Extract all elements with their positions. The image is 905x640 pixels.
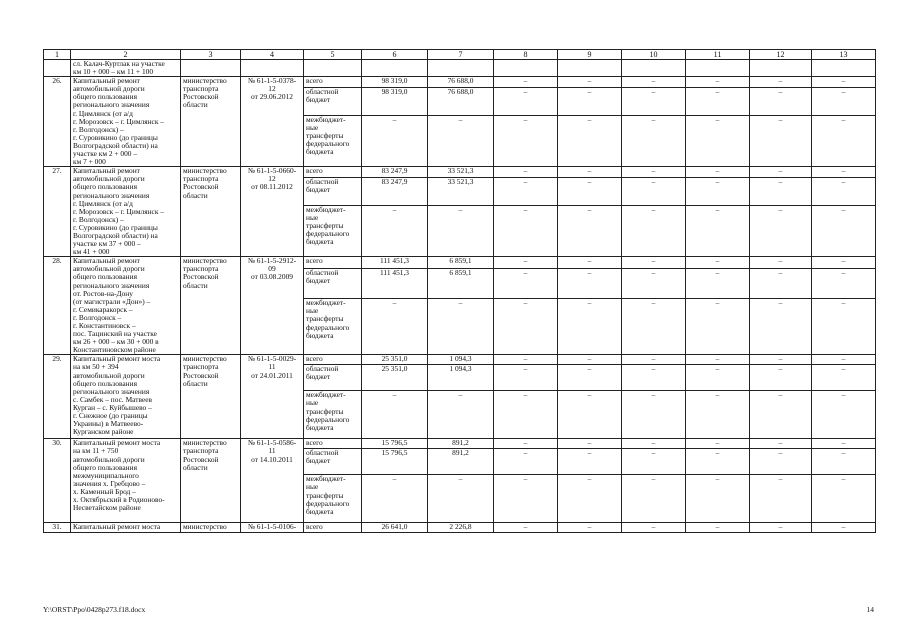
amount-c7: – [428, 299, 494, 355]
amount-c8: – [494, 365, 558, 391]
amount-c6: 15 796,5 [362, 449, 428, 475]
funding-source: всего [304, 257, 362, 269]
amount-c8: – [494, 449, 558, 475]
amount-c10: – [622, 299, 686, 355]
customer-name: министерство транспорта Ростовской области [181, 439, 241, 523]
amount-c6: 111 451,3 [362, 268, 428, 298]
amount-c13: – [812, 205, 876, 256]
customer-name: министерство транспорта Ростовской области [181, 77, 241, 167]
document-number: № 61-1-5-0378- 12 от 29.06.2012 [241, 77, 304, 167]
column-header-4: 4 [241, 50, 304, 60]
amount-c13: – [812, 475, 876, 523]
amount-c12: – [750, 257, 812, 269]
amount-c9: – [558, 87, 622, 115]
funding-source: межбюджет- ные трансферты федерального бюджета [304, 475, 362, 523]
document-number: № 61-1-5-0586- 11 от 14.10.2011 [241, 439, 304, 523]
amount-c13: – [812, 167, 876, 178]
amount-c8: – [494, 167, 558, 178]
amount-c6: – [362, 299, 428, 355]
amount-c13: – [812, 257, 876, 269]
customer-name: министерство транспорта Ростовской области [181, 355, 241, 439]
amount-c8: – [494, 115, 558, 166]
amount-c11: – [686, 205, 750, 256]
column-header-3: 3 [181, 50, 241, 60]
object-name: Капитальный ремонт автомобильной дороги общего пользования регионального значения от. Ростов-на-Дону (от магистрали «Дон») – г. Семикаракорск – г. Волгодонск – г. Константиновск – пос. Тацинский на участке км 26 + 000 – км 30 + 000 в Константиновском районе [71, 257, 181, 355]
amount-c13: – [812, 268, 876, 298]
amount-c9: – [558, 268, 622, 298]
amount-c9: – [558, 115, 622, 166]
customer-name: министерство [181, 523, 241, 533]
amount-c7: 76 688,0 [428, 87, 494, 115]
amount-c6: – [362, 475, 428, 523]
amount-c12: – [750, 355, 812, 365]
amount-c9: – [558, 257, 622, 269]
amount-c12: – [750, 299, 812, 355]
amount-c9: – [558, 475, 622, 523]
amount-c13: – [812, 87, 876, 115]
amount-c11: – [686, 87, 750, 115]
column-header-7: 7 [428, 50, 494, 60]
amount-c12: – [750, 77, 812, 88]
row-number: 29. [44, 355, 71, 439]
object-name: Капитальный ремонт моста на км 50 + 394 автомобильной дороги общего пользования регионального значения с. Самбек – пос. Матвеев Курган – с. Куйбышево – г. Снежное (до границы Украины) в Матвеево- Курганском районе [71, 355, 181, 439]
row-number: 28. [44, 257, 71, 355]
amount-c12: – [750, 475, 812, 523]
amount-c12: – [750, 177, 812, 205]
amount-c12: – [750, 167, 812, 178]
table-row [44, 439, 876, 449]
table-row [44, 355, 876, 365]
table-body [44, 50, 876, 533]
column-header-13: 13 [812, 50, 876, 60]
funding-source: областной бюджет [304, 177, 362, 205]
column-header-11: 11 [686, 50, 750, 60]
amount-c13: – [812, 523, 876, 533]
amount-c13: – [812, 177, 876, 205]
funding-source: межбюджет- ные трансферты федерального бюджета [304, 299, 362, 355]
row-number: 31. [44, 523, 71, 533]
funding-source: областной бюджет [304, 449, 362, 475]
amount-c11: – [686, 268, 750, 298]
amount-c7: – [428, 475, 494, 523]
funding-source: межбюджет- ные трансферты федерального бюджета [304, 391, 362, 439]
amount-c13: – [812, 77, 876, 88]
document-number: № 61-1-5-0660- 12 от 08.11.2012 [241, 167, 304, 257]
amount-c6: – [362, 115, 428, 166]
amount-c9: – [558, 205, 622, 256]
amount-c13: – [812, 439, 876, 449]
row-number: 30. [44, 439, 71, 523]
amount-c7: 891,2 [428, 449, 494, 475]
amount-c11: – [686, 439, 750, 449]
object-name: Капитальный ремонт автомобильной дороги общего пользования регионального значения г. Цимлянск (от а/д г. Морозовск – г. Цимлянск – г. Волгодонск) – г. Суровикино (до границы Волгоградской области) на участке км 2 + 000 – км 7 + 000 [71, 77, 181, 167]
object-name: Капитальный ремонт моста [71, 523, 181, 533]
amount-c13: – [812, 115, 876, 166]
amount-c7: 1 094,3 [428, 355, 494, 365]
funding-source: областной бюджет [304, 268, 362, 298]
customer-name: министерство транспорта Ростовской области [181, 167, 241, 257]
document-number: № 61-1-5-2912- 09 от 03.08.2009 [241, 257, 304, 355]
amount-c8: – [494, 177, 558, 205]
document-number: № 61-1-5-0106- [241, 523, 304, 533]
amount-c10: – [622, 355, 686, 365]
funding-source: всего [304, 523, 362, 533]
amount-c10: – [622, 391, 686, 439]
funding-source: всего [304, 355, 362, 365]
amount-c11: – [686, 257, 750, 269]
column-header-2: 2 [71, 50, 181, 60]
amount-c13: – [812, 449, 876, 475]
amount-c6: 83 247,9 [362, 177, 428, 205]
column-header-8: 8 [494, 50, 558, 60]
amount-c10: – [622, 523, 686, 533]
amount-c12: – [750, 449, 812, 475]
amount-c13: – [812, 365, 876, 391]
amount-c10: – [622, 77, 686, 88]
amount-c11: – [686, 167, 750, 178]
amount-c12: – [750, 87, 812, 115]
amount-c11: – [686, 77, 750, 88]
amount-c10: – [622, 475, 686, 523]
amount-c11: – [686, 475, 750, 523]
amount-c12: – [750, 439, 812, 449]
amount-c10: – [622, 205, 686, 256]
table-row [44, 257, 876, 269]
amount-c9: – [558, 365, 622, 391]
amount-c9: – [558, 449, 622, 475]
amount-c7: – [428, 391, 494, 439]
amount-c10: – [622, 177, 686, 205]
amount-c6: 111 451,3 [362, 257, 428, 269]
amount-c8: – [494, 268, 558, 298]
amount-c11: – [686, 355, 750, 365]
table-row [44, 167, 876, 178]
funding-source: всего [304, 77, 362, 88]
amount-c8: – [494, 257, 558, 269]
amount-c7: – [428, 205, 494, 256]
amount-c13: – [812, 355, 876, 365]
amount-c8: – [494, 299, 558, 355]
amount-c7: 33 521,3 [428, 177, 494, 205]
amount-c12: – [750, 205, 812, 256]
object-name: Капитальный ремонт автомобильной дороги общего пользования регионального значения г. Цимлянск (от а/д г. Морозовск – г. Цимлянск – г. Волгодонск) – г. Суровикино (до границы Волгоградской области) на участке км 37 + 000 – км 41 + 000 [71, 167, 181, 257]
amount-c11: – [686, 365, 750, 391]
amount-c9: – [558, 299, 622, 355]
amount-c6: 25 351,0 [362, 365, 428, 391]
amount-c7: 891,2 [428, 439, 494, 449]
amount-c6: 98 319,0 [362, 77, 428, 88]
amount-c11: – [686, 391, 750, 439]
amount-c7: 2 226,8 [428, 523, 494, 533]
continuation-row [44, 60, 876, 77]
amount-c6: – [362, 205, 428, 256]
table-row [44, 77, 876, 88]
column-header-12: 12 [750, 50, 812, 60]
amount-c9: – [558, 355, 622, 365]
footer-file-path: Y:\ORST\Ppo\0428p273.f18.docx [43, 605, 146, 614]
funding-source: межбюджет- ные трансферты федерального бюджета [304, 115, 362, 166]
amount-c12: – [750, 523, 812, 533]
amount-c7: 33 521,3 [428, 167, 494, 178]
amount-c7: 6 859,1 [428, 268, 494, 298]
amount-c11: – [686, 177, 750, 205]
financing-table [43, 49, 876, 533]
amount-c8: – [494, 77, 558, 88]
amount-c6: 98 319,0 [362, 87, 428, 115]
column-header-6: 6 [362, 50, 428, 60]
amount-c8: – [494, 87, 558, 115]
amount-c10: – [622, 449, 686, 475]
customer-name: министерство транспорта Ростовской области [181, 257, 241, 355]
amount-c10: – [622, 439, 686, 449]
amount-c10: – [622, 167, 686, 178]
amount-c7: 76 688,0 [428, 77, 494, 88]
amount-c9: – [558, 391, 622, 439]
amount-c10: – [622, 365, 686, 391]
object-name: Капитальный ремонт моста на км 11 + 750 автомобильной дороги общего пользования межмуниципального значения х. Гребцово – х. Каменный Брод – х. Октябрьский в Родионово- Несветайском районе [71, 439, 181, 523]
amount-c7: 1 094,3 [428, 365, 494, 391]
row-number: 27. [44, 167, 71, 257]
funding-source: межбюджет- ные трансферты федерального бюджета [304, 205, 362, 256]
funding-source: областной бюджет [304, 365, 362, 391]
amount-c8: – [494, 475, 558, 523]
amount-c9: – [558, 167, 622, 178]
amount-c9: – [558, 177, 622, 205]
amount-c10: – [622, 87, 686, 115]
amount-c6: 25 351,0 [362, 355, 428, 365]
column-header-5: 5 [304, 50, 362, 60]
amount-c9: – [558, 439, 622, 449]
column-header-1: 1 [44, 50, 71, 60]
amount-c6: 83 247,9 [362, 167, 428, 178]
amount-c7: 6 859,1 [428, 257, 494, 269]
column-header-10: 10 [622, 50, 686, 60]
amount-c8: – [494, 355, 558, 365]
table-row [44, 523, 876, 533]
amount-c13: – [812, 391, 876, 439]
amount-c8: – [494, 439, 558, 449]
continuation-name-cell: сл. Калач-Куртлак на участке км 10 + 000 – км 11 + 100 [71, 60, 181, 77]
amount-c11: – [686, 523, 750, 533]
amount-c8: – [494, 391, 558, 439]
amount-c6: – [362, 391, 428, 439]
amount-c12: – [750, 391, 812, 439]
amount-c10: – [622, 257, 686, 269]
amount-c9: – [558, 77, 622, 88]
amount-c11: – [686, 449, 750, 475]
amount-c9: – [558, 523, 622, 533]
column-header-9: 9 [558, 50, 622, 60]
amount-c10: – [622, 268, 686, 298]
amount-c8: – [494, 523, 558, 533]
funding-source: всего [304, 167, 362, 178]
amount-c12: – [750, 115, 812, 166]
amount-c12: – [750, 268, 812, 298]
page-number: 14 [866, 605, 874, 614]
amount-c8: – [494, 205, 558, 256]
amount-c13: – [812, 299, 876, 355]
amount-c11: – [686, 299, 750, 355]
amount-c11: – [686, 115, 750, 166]
amount-c12: – [750, 365, 812, 391]
amount-c7: – [428, 115, 494, 166]
column-number-row [44, 50, 876, 60]
amount-c6: 15 796,5 [362, 439, 428, 449]
funding-source: всего [304, 439, 362, 449]
continuation-num-cell [44, 60, 71, 77]
amount-c6: 26 641,0 [362, 523, 428, 533]
funding-source: областной бюджет [304, 87, 362, 115]
row-number: 26. [44, 77, 71, 167]
amount-c10: – [622, 115, 686, 166]
document-number: № 61-1-5-0029- 11 от 24.01.2011 [241, 355, 304, 439]
